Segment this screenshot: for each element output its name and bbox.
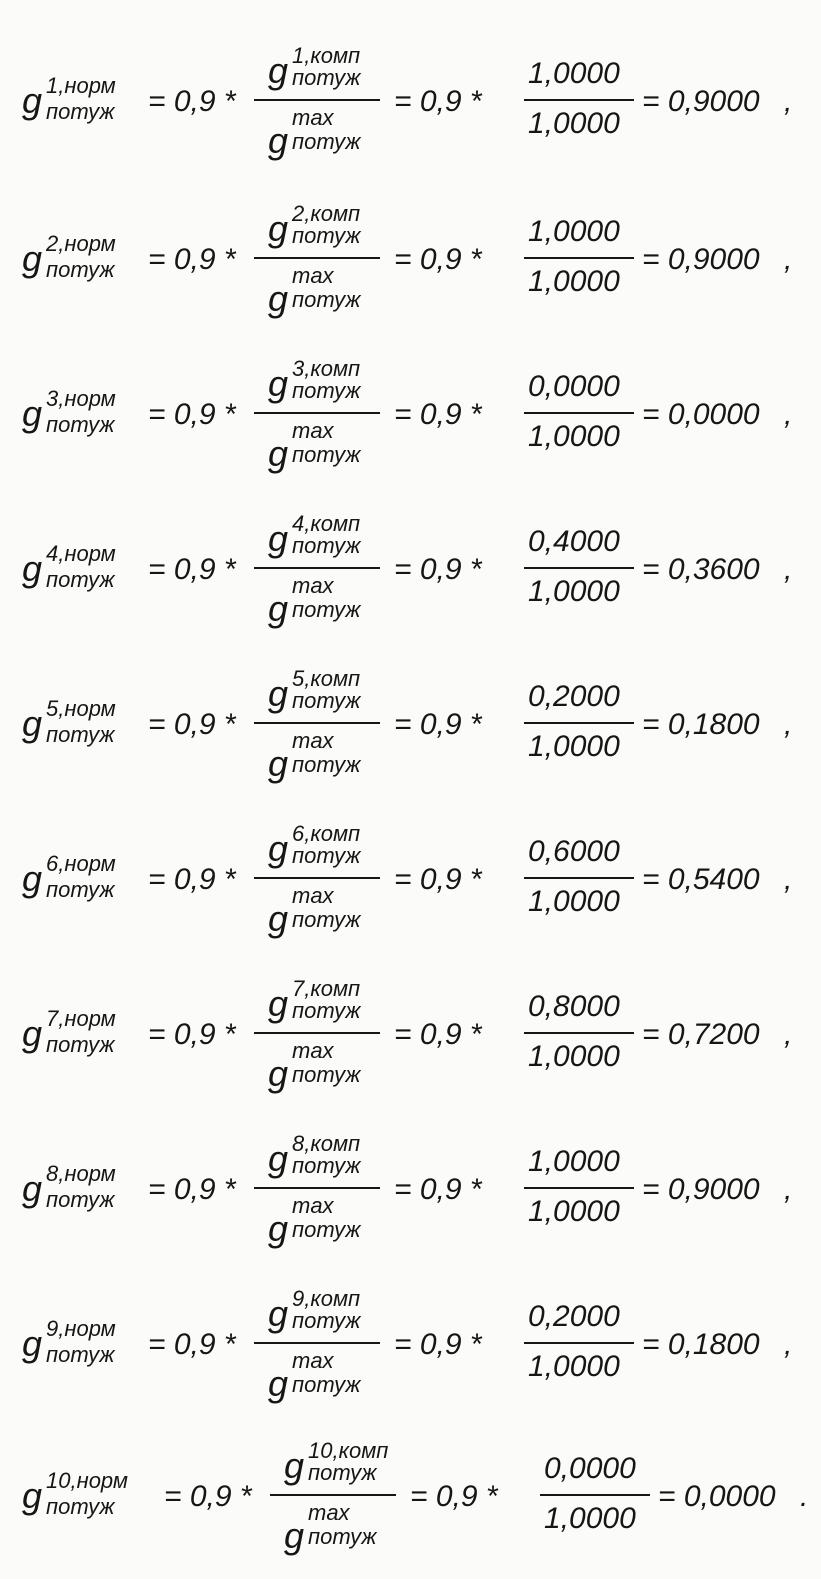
lhs-subscript: потуж — [46, 1032, 115, 1057]
coefficient: = 0,9 * — [148, 1018, 236, 1051]
denominator-subscript: потуж — [292, 129, 361, 154]
denominator-superscript: max — [292, 883, 334, 908]
lhs-superscript: 5,норм — [46, 696, 116, 721]
result-value: = 0,9000 — [642, 1173, 760, 1206]
coefficient: = 0,9 * — [148, 1173, 236, 1206]
value-fraction-bar — [524, 1187, 634, 1189]
denominator-symbol: g — [268, 1208, 289, 1249]
value-fraction-bar — [524, 567, 634, 569]
result-value: = 0,3600 — [642, 553, 760, 586]
numerator-symbol: g — [268, 673, 289, 714]
value-fraction-bar — [524, 1342, 634, 1344]
lhs-symbol: g — [22, 703, 43, 744]
coefficient-2: = 0,9 * — [394, 863, 482, 896]
coefficient: = 0,9 * — [148, 553, 236, 586]
denominator-value: 1,0000 — [544, 1502, 636, 1535]
numerator-superscript: 7,комп — [292, 976, 361, 1001]
result-value: = 0,9000 — [642, 85, 760, 118]
trailing-punctuation: . — [800, 1480, 809, 1513]
coefficient: = 0,9 * — [164, 1480, 252, 1513]
coefficient-2: = 0,9 * — [394, 1173, 482, 1206]
lhs-superscript: 4,норм — [46, 541, 116, 566]
lhs-subscript: потуж — [46, 1187, 115, 1212]
value-fraction-bar — [524, 722, 634, 724]
equation-row — [22, 1133, 812, 1253]
coefficient-2: = 0,9 * — [394, 243, 482, 276]
denominator-symbol: g — [268, 1053, 289, 1094]
trailing-punctuation: , — [784, 85, 793, 118]
denominator-subscript: потуж — [292, 1372, 361, 1397]
denominator-superscript: max — [292, 573, 334, 598]
lhs-superscript: 1,норм — [46, 73, 116, 98]
lhs-subscript: потуж — [46, 722, 115, 747]
fraction-bar — [270, 1494, 396, 1496]
trailing-punctuation: , — [784, 708, 793, 741]
lhs-subscript: потуж — [46, 257, 115, 282]
trailing-punctuation: , — [784, 243, 793, 276]
denominator-superscript: max — [292, 1348, 334, 1373]
coefficient-2: = 0,9 * — [410, 1480, 498, 1513]
result-value: = 0,1800 — [642, 708, 760, 741]
trailing-punctuation: , — [784, 1018, 793, 1051]
denominator-value: 1,0000 — [528, 1350, 620, 1383]
denominator-symbol: g — [268, 1363, 289, 1404]
denominator-value: 1,0000 — [528, 420, 620, 453]
coefficient: = 0,9 * — [148, 1328, 236, 1361]
lhs-symbol: g — [22, 548, 43, 589]
numerator-superscript: 5,комп — [292, 666, 361, 691]
numerator-symbol: g — [284, 1445, 305, 1486]
denominator-symbol: g — [268, 588, 289, 629]
numerator-symbol: g — [268, 363, 289, 404]
equation-row — [22, 1440, 812, 1560]
denominator-subscript: потуж — [292, 442, 361, 467]
denominator-symbol: g — [268, 120, 289, 161]
denominator-value: 1,0000 — [528, 730, 620, 763]
lhs-superscript: 7,норм — [46, 1006, 116, 1031]
coefficient: = 0,9 * — [148, 863, 236, 896]
coefficient-2: = 0,9 * — [394, 398, 482, 431]
coefficient: = 0,9 * — [148, 398, 236, 431]
numerator-superscript: 2,комп — [292, 201, 361, 226]
lhs-superscript: 3,норм — [46, 386, 116, 411]
fraction-bar — [254, 1187, 380, 1189]
lhs-subscript: потуж — [46, 99, 115, 124]
denominator-subscript: потуж — [292, 1062, 361, 1087]
lhs-symbol: g — [22, 1168, 43, 1209]
numerator-superscript: 3,комп — [292, 356, 361, 381]
numerator-subscript: потуж — [292, 533, 361, 558]
trailing-punctuation: , — [784, 398, 793, 431]
lhs-superscript: 10,норм — [46, 1468, 128, 1493]
fraction-bar — [254, 99, 380, 101]
denominator-superscript: max — [292, 728, 334, 753]
lhs-superscript: 6,норм — [46, 851, 116, 876]
numerator-symbol: g — [268, 518, 289, 559]
value-fraction-bar — [540, 1494, 650, 1496]
coefficient: = 0,9 * — [148, 708, 236, 741]
value-fraction-bar — [524, 877, 634, 879]
trailing-punctuation: , — [784, 863, 793, 896]
equation-row — [22, 513, 812, 633]
numerator-subscript: потуж — [292, 843, 361, 868]
fraction-bar — [254, 1032, 380, 1034]
result-value: = 0,5400 — [642, 863, 760, 896]
denominator-subscript: потуж — [292, 597, 361, 622]
lhs-superscript: 9,норм — [46, 1316, 116, 1341]
denominator-value: 1,0000 — [528, 1040, 620, 1073]
fraction-bar — [254, 1342, 380, 1344]
lhs-subscript: потуж — [46, 877, 115, 902]
coefficient-2: = 0,9 * — [394, 708, 482, 741]
result-value: = 0,7200 — [642, 1018, 760, 1051]
denominator-subscript: потуж — [292, 907, 361, 932]
numerator-symbol: g — [268, 50, 289, 91]
denominator-superscript: max — [292, 105, 334, 130]
fraction-bar — [254, 877, 380, 879]
trailing-punctuation: , — [784, 1173, 793, 1206]
denominator-subscript: потуж — [292, 1217, 361, 1242]
numerator-value: 1,0000 — [528, 215, 620, 248]
denominator-value: 1,0000 — [528, 885, 620, 918]
denominator-symbol: g — [268, 743, 289, 784]
result-value: = 0,9000 — [642, 243, 760, 276]
denominator-value: 1,0000 — [528, 265, 620, 298]
numerator-superscript: 8,комп — [292, 1131, 361, 1156]
denominator-symbol: g — [284, 1515, 305, 1556]
equation-row — [22, 823, 812, 943]
value-fraction-bar — [524, 412, 634, 414]
numerator-superscript: 6,комп — [292, 821, 361, 846]
denominator-symbol: g — [268, 433, 289, 474]
denominator-subscript: потуж — [292, 287, 361, 312]
denominator-value: 1,0000 — [528, 1195, 620, 1228]
numerator-value: 0,4000 — [528, 525, 620, 558]
numerator-subscript: потуж — [292, 378, 361, 403]
equation-row — [22, 1288, 812, 1408]
value-fraction-bar — [524, 1032, 634, 1034]
lhs-symbol: g — [22, 393, 43, 434]
numerator-subscript: потуж — [292, 65, 361, 90]
result-value: = 0,0000 — [642, 398, 760, 431]
numerator-subscript: потуж — [292, 998, 361, 1023]
denominator-superscript: max — [292, 263, 334, 288]
numerator-superscript: 10,комп — [308, 1438, 389, 1463]
coefficient-2: = 0,9 * — [394, 553, 482, 586]
equation-row — [22, 978, 812, 1098]
equation-row — [22, 358, 812, 478]
equation-row — [22, 668, 812, 788]
trailing-punctuation: , — [784, 1328, 793, 1361]
lhs-symbol: g — [22, 80, 43, 121]
lhs-superscript: 2,норм — [46, 231, 116, 256]
coefficient-2: = 0,9 * — [394, 85, 482, 118]
lhs-subscript: потуж — [46, 1342, 115, 1367]
numerator-subscript: потуж — [292, 688, 361, 713]
denominator-value: 1,0000 — [528, 107, 620, 140]
denominator-superscript: max — [292, 418, 334, 443]
denominator-superscript: max — [292, 1038, 334, 1063]
trailing-punctuation: , — [784, 553, 793, 586]
numerator-value: 1,0000 — [528, 1145, 620, 1178]
result-value: = 0,0000 — [658, 1480, 776, 1513]
coefficient: = 0,9 * — [148, 243, 236, 276]
numerator-value: 0,2000 — [528, 1300, 620, 1333]
numerator-superscript: 9,комп — [292, 1286, 361, 1311]
denominator-subscript: потуж — [292, 752, 361, 777]
fraction-bar — [254, 257, 380, 259]
numerator-value: 0,6000 — [528, 835, 620, 868]
equation-row — [22, 45, 812, 165]
denominator-subscript: потуж — [308, 1524, 377, 1549]
denominator-superscript: max — [308, 1500, 350, 1525]
numerator-value: 1,0000 — [528, 57, 620, 90]
denominator-value: 1,0000 — [528, 575, 620, 608]
coefficient-2: = 0,9 * — [394, 1018, 482, 1051]
numerator-value: 0,0000 — [528, 370, 620, 403]
numerator-subscript: потуж — [292, 1153, 361, 1178]
numerator-value: 0,0000 — [544, 1452, 636, 1485]
denominator-symbol: g — [268, 898, 289, 939]
lhs-symbol: g — [22, 238, 43, 279]
fraction-bar — [254, 567, 380, 569]
numerator-subscript: потуж — [292, 223, 361, 248]
lhs-superscript: 8,норм — [46, 1161, 116, 1186]
result-value: = 0,1800 — [642, 1328, 760, 1361]
numerator-symbol: g — [268, 828, 289, 869]
numerator-superscript: 1,комп — [292, 43, 361, 68]
denominator-superscript: max — [292, 1193, 334, 1218]
lhs-symbol: g — [22, 858, 43, 899]
value-fraction-bar — [524, 257, 634, 259]
numerator-value: 0,2000 — [528, 680, 620, 713]
fraction-bar — [254, 722, 380, 724]
numerator-symbol: g — [268, 1138, 289, 1179]
numerator-symbol: g — [268, 208, 289, 249]
lhs-subscript: потуж — [46, 1494, 115, 1519]
lhs-subscript: потуж — [46, 567, 115, 592]
coefficient-2: = 0,9 * — [394, 1328, 482, 1361]
numerator-subscript: потуж — [292, 1308, 361, 1333]
numerator-value: 0,8000 — [528, 990, 620, 1023]
value-fraction-bar — [524, 99, 634, 101]
fraction-bar — [254, 412, 380, 414]
lhs-symbol: g — [22, 1323, 43, 1364]
coefficient: = 0,9 * — [148, 85, 236, 118]
numerator-symbol: g — [268, 1293, 289, 1334]
numerator-subscript: потуж — [308, 1460, 377, 1485]
lhs-symbol: g — [22, 1475, 43, 1516]
numerator-symbol: g — [268, 983, 289, 1024]
lhs-symbol: g — [22, 1013, 43, 1054]
numerator-superscript: 4,комп — [292, 511, 361, 536]
lhs-subscript: потуж — [46, 412, 115, 437]
denominator-symbol: g — [268, 278, 289, 319]
equation-row — [22, 203, 812, 323]
